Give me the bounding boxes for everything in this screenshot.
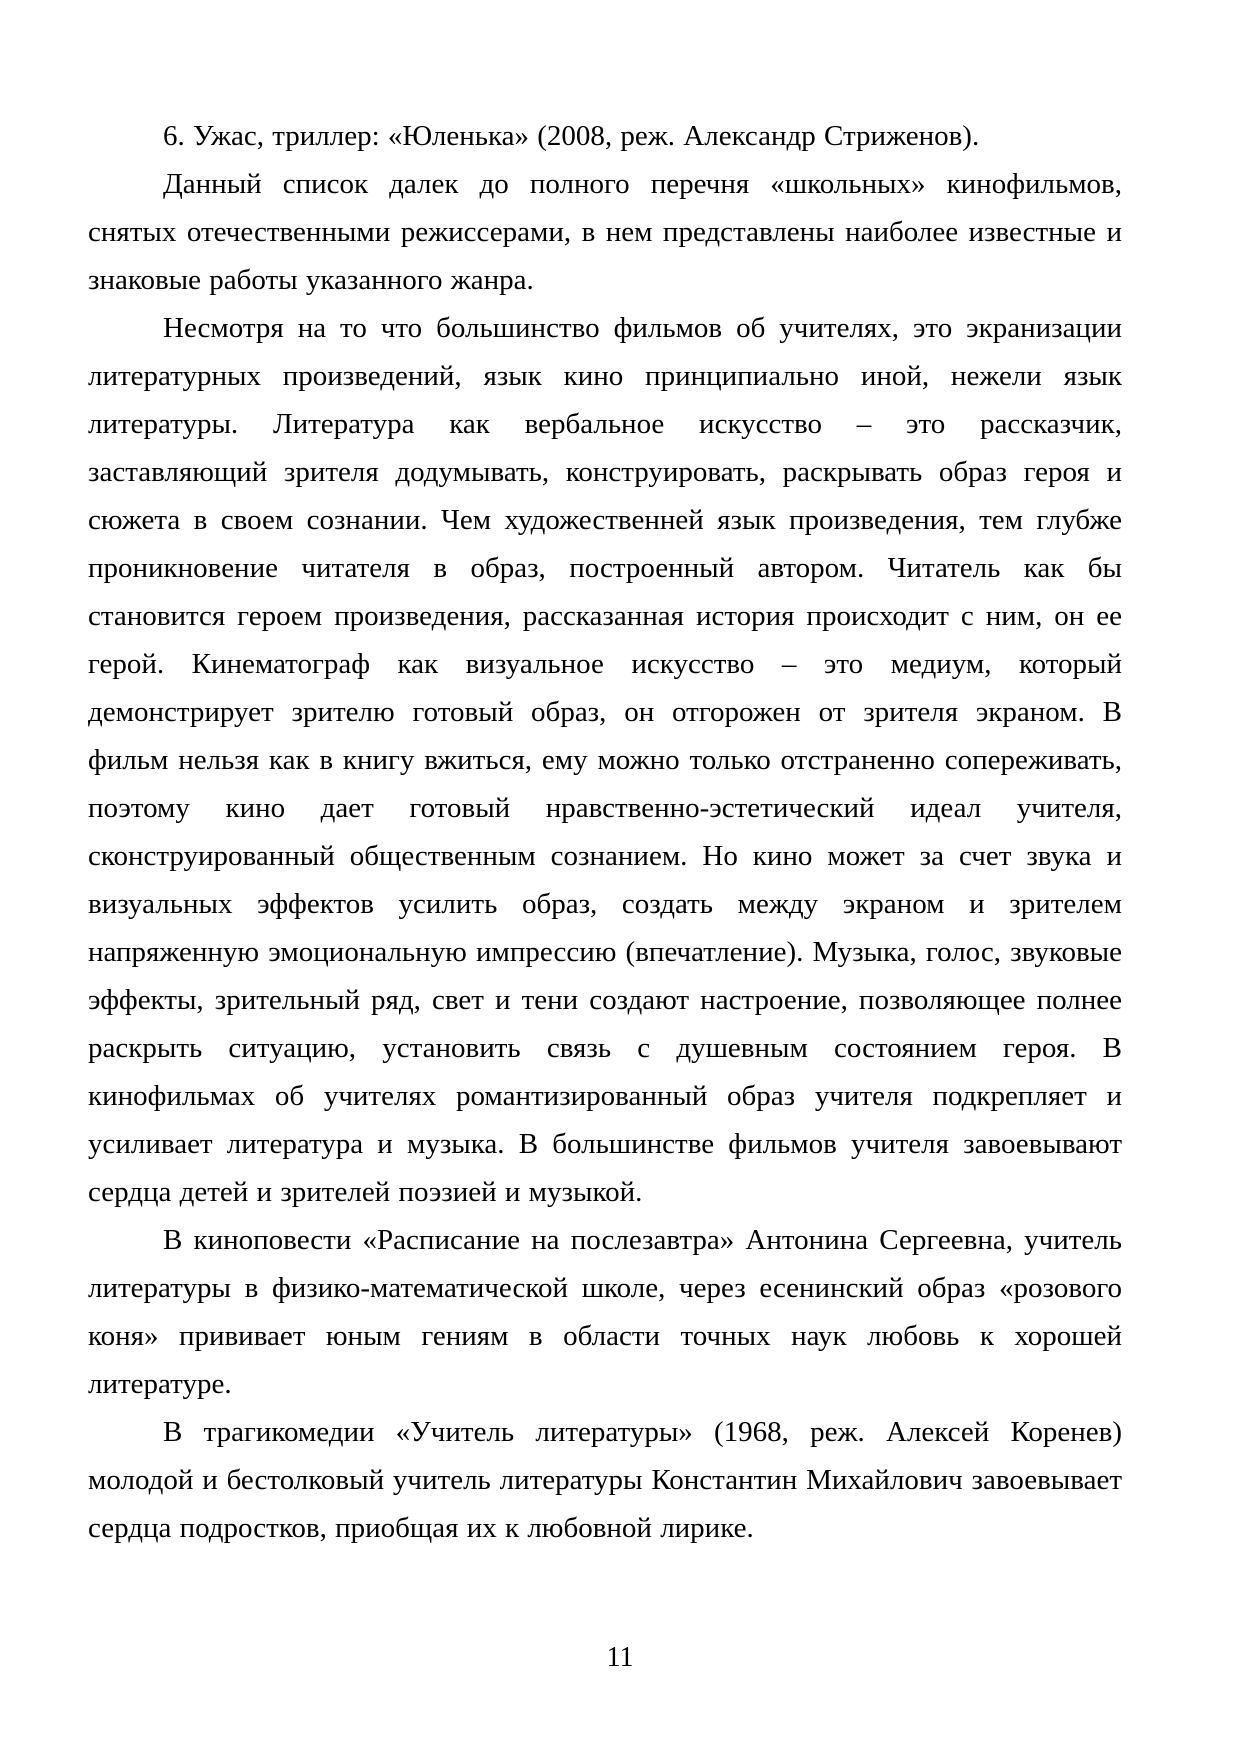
paragraph: Данный список далек до полного перечня «школьных» кинофильмов, снятых отечественными режиссерами, в нем представлены наиболее известные и знаковые работы указанного жанра.	[88, 168, 1122, 296]
page-number: 11	[606, 1642, 634, 1673]
paragraph: 6. Ужас, триллер: «Юленька» (2008, реж. Александр Стриженов).	[163, 120, 980, 152]
paragraph: В киноповести «Расписание на послезавтра» Антонина Сергеевна, учитель литературы в физико-математической школе, через есенинский образ «розового коня» прививает юным гениям в области точных наук любовь к хорошей литературе.	[88, 1224, 1122, 1400]
paragraph: В трагикомедии «Учитель литературы» (1968, реж. Алексей Коренев) молодой и бестолковый учитель литературы Константин Михайлович завоевывает сердца подростков, приобщая их к любовной лирике.	[88, 1416, 1122, 1544]
document-body	[88, 112, 1122, 1552]
page-footer	[0, 1642, 1240, 1674]
paragraph: Несмотря на то что большинство фильмов об учителях, это экранизации литературных произведений, язык кино принципиально иной, нежели язык литературы. Литература как вербальное искусство – это рассказчик, заставляющий зрителя додумывать, конструировать, раскрывать образ героя и сюжета в своем сознании. Чем художественней язык произведения, тем глубже проникновение читателя в образ, построенный автором. Читатель как бы становится героем произведения, рассказанная история происходит с ним, он ее герой. Кинематограф как визуальное искусство – это медиум, который демонстрирует зрителю готовый образ, он отгорожен от зрителя экраном. В фильм нельзя как в книгу вжиться, ему можно только отстраненно сопереживать, поэтому кино дает готовый нравственно-эстетический идеал учителя, сконструированный общественным сознанием. Но кино может за счет звука и визуальных эффектов усилить образ, создать между экраном и зрителем напряженную эмоциональную импрессию (впечатление). Музыка, голос, звуковые эффекты, зрительный ряд, свет и тени создают настроение, позволяющее полнее раскрыть ситуацию, установить связь с душевным состоянием героя. В кинофильмах об учителях романтизированный образ учителя подкрепляет и усиливает литература и музыка. В большинстве фильмов учителя завоевывают сердца детей и зрителей поэзией и музыкой.	[88, 312, 1122, 1208]
